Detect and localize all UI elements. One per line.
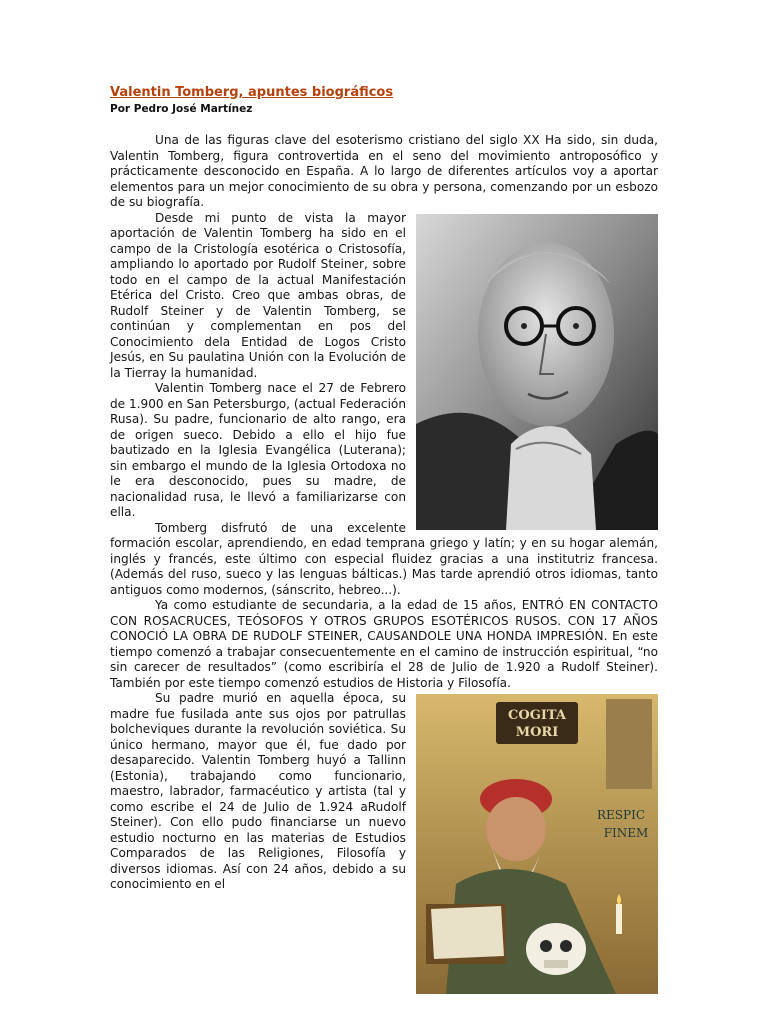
svg-text:FINEM: FINEM xyxy=(603,826,649,840)
paragraph-nacimiento: Valentin Tomberg nace el 27 de Febrero de 1.900 en San Petersburgo, (actual Federación Rusa). Su padre, funcionario de alto rango, era de origen sueco. Debido a ello el hijo fue bautizado en la Iglesia Evangélica (Luterana); sin embargo el mundo de la Iglesia Ortodoxa no le era desconocido, pues su madre, de nacionalidad rusa, le llevó a familiarizarse con ella. xyxy=(110,381,406,519)
article-page xyxy=(110,0,658,1024)
cogita-mori-painting xyxy=(416,694,658,994)
svg-text:RESPIC: RESPIC xyxy=(596,808,646,822)
svg-text:MORI: MORI xyxy=(515,725,559,740)
paragraph-contacto xyxy=(110,598,658,691)
paragraph-formacion: Tomberg disfrutó de una excelente formación escolar, aprendiendo, en edad temprana griego y latín; y en su hogar alemán, inglés y francés, este último con especial fluidez gracias a una institutriz francesa. (Además del ruso, sueco y las lenguas bálticas.) Mas tarde aprendió otros idiomas, tanto antiguos como modernos, (sánscrito, hebreo...). xyxy=(110,520,658,597)
article-byline: Por Pedro José Martínez xyxy=(110,103,253,115)
paragraph-intro: Una de las figuras clave del esoterismo cristiano del siglo XX Ha sido, sin duda, Valentin Tomberg, figura controvertida en el seno del movimiento antroposófico y prácticamente desconocido en España. A lo largo de diferentes artículos voy a aportar elementos para un mejor conocimiento de su obra y persona, comenzando por un esbozo de su biografía. xyxy=(110,133,658,209)
article-body xyxy=(110,133,658,1000)
article-title[interactable]: Valentin Tomberg, apuntes biográficos xyxy=(110,85,394,100)
paragraph-contacto-text: Ya como estudiante de secundaria, a la edad de 15 años, ENTRÓ EN CONTACTO CON ROSACRUCES, TEÓSOFOS Y OTROS GRUPOS ESOTÉRICOS RUSOS. CON 17 AÑOS CONOCIÓ LA OBRA DE RUDOLF STEINER, CAUSANDOLE UNA HONDA IMPRESIÓN. En este tiempo comenzó a trabajar consecuentemente en el camino de instrucción espiritual, “no sin carecer de resultados” (como escribiría el 28 de Julio de 1.920 a Rudolf Steiner). También por este tiempo comenzó estudios de Historia y Filosofía. xyxy=(110,598,658,690)
paragraph-padre: Su padre murió en aquella época, su madre fue fusilada ante sus ojos por patrullas bolcheviques durante la revolución soviética. Su único hermano, mayor que él, fue dado por desaparecido. Valentin Tomberg huyó a Tallinn (Estonia), trabajando como funcionario, maestro, labrador, farmacéutico y artista (tal y como escribe el 24 de Julio de 1.924 aRudolf Steiner). Con ello pudo financiarse un nuevo estudio nocturno en las materias de Estudios Comparados de las Religiones, Filosofía y diversos idiomas. Así con 24 años, debido a su conocimiento en el xyxy=(110,691,406,891)
svg-text:COGITA: COGITA xyxy=(508,708,566,723)
tomberg-portrait-photo xyxy=(416,214,658,530)
paragraph-cristologia: Desde mi punto de vista la mayor aportación de Valentin Tomberg ha sido en el campo de la Cristología esotérica o Cristosofía, ampliando lo aportado por Rudolf Steiner, sobre todo en el campo de la actual Manifestación Etérica del Cristo. Creo que ambas obras, de Rudolf Steiner y de Valentin Tomberg, se continúan y complementan en pos del Conocimiento dela Entidad de Logos Cristo Jesús, en Su paulatina Unión con la Evolución de la Tierray la humanidad. xyxy=(110,210,406,380)
